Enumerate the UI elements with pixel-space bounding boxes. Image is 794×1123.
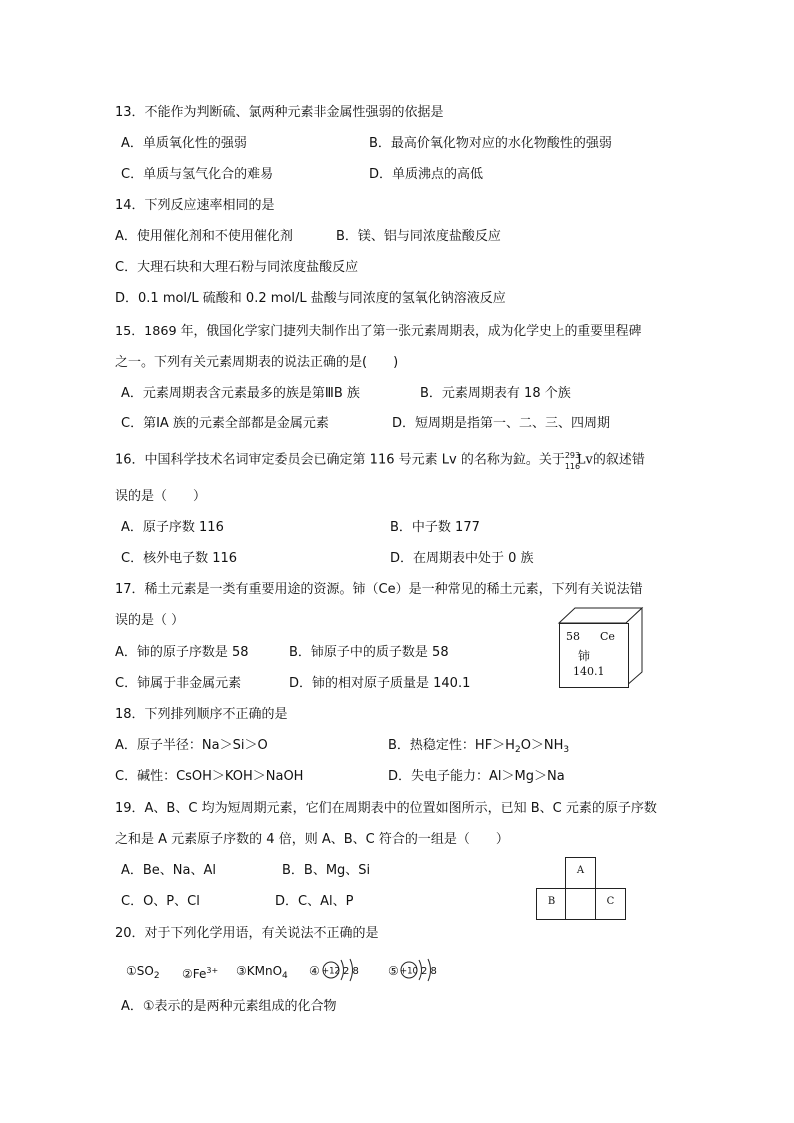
tile-atomic-number: 58 — [566, 630, 580, 643]
q13-option-b: B．最高价氧化物对应的水化物酸性的强弱 — [369, 136, 612, 151]
q16-stem-line2: 误的是（ ） — [115, 489, 207, 504]
q18-stem: 18．下列排列顺序不正确的是 — [115, 707, 288, 722]
tile-atomic-mass: 140.1 — [573, 665, 605, 678]
q15-option-d: D．短周期是指第一、二、三、四周期 — [392, 416, 611, 431]
tile-element-name: 铈 — [578, 649, 591, 663]
q18-b-text2: O＞NH — [520, 738, 564, 753]
q16-isotope-notation — [564, 451, 581, 471]
tile-symbol: Ce — [600, 630, 615, 643]
grid-label-b: B — [547, 896, 556, 907]
isotope-mass-number: 293 — [564, 451, 581, 460]
q14-option-c: C．大理石块和大理石粉与同浓度盐酸反应 — [115, 260, 359, 275]
q16-stem-line1 — [115, 452, 645, 469]
item1-formula: ①SO — [126, 964, 154, 978]
q16-stem-tail: 的叙述错 — [592, 452, 645, 468]
q14-option-d: D．0.1 mol/L 硫酸和 0.2 mol/L 盐酸与同浓度的氢氧化钠溶液反应 — [115, 291, 506, 306]
q18-option-b — [388, 738, 569, 758]
q14-option-a: A．使用催化剂和不使用催化剂 — [115, 229, 293, 244]
q15-option-b: B．元素周期表有 18 个族 — [420, 386, 571, 401]
q20-item-5-label: ⑤ — [388, 964, 399, 978]
q15-stem-line2: 之一。下列有关元素周期表的说法正确的是( ) — [115, 355, 399, 370]
q18-b-sub2: 3 — [563, 745, 570, 755]
q20-option-a: A．①表示的是两种元素组成的化合物 — [121, 999, 337, 1014]
q15-option-a: A．元素周期表含元素最多的族是第ⅢB 族 — [121, 386, 360, 401]
isotope-atomic-number: 116 — [564, 462, 581, 471]
grid-label-a: A — [576, 865, 585, 876]
shell-electrons: 2 8 — [343, 966, 359, 977]
q17-option-d: D．铈的相对原子质量是 140.1 — [289, 676, 471, 691]
q19-stem-line2: 之和是 A 元素原子序数的 4 倍，则 A、B、C 符合的一组是（ ） — [115, 832, 509, 847]
q17-option-a: A．铈的原子序数是 58 — [115, 645, 249, 660]
q18-b-text: B．热稳定性：HF＞H — [388, 738, 515, 753]
q14-stem: 14．下列反应速率相同的是 — [115, 198, 275, 213]
q17-stem-line1: 17．稀土元素是一类有重要用途的资源。铈（Ce）是一种常见的稀土元素，下列有关说法错 — [115, 582, 643, 597]
q20-item-2 — [182, 963, 218, 982]
q19-option-c: C．O、P、Cl — [121, 894, 200, 909]
q16-option-a: A．原子序数 116 — [121, 520, 224, 535]
q13-stem: 13．不能作为判断硫、氯两种元素非金属性强弱的依据是 — [115, 105, 444, 120]
atom-diagram-5 — [398, 955, 446, 985]
q18-b-sub: 2 — [514, 745, 521, 755]
item3-subscript: 4 — [282, 971, 288, 981]
q18-option-c: C．碱性：CsOH＞KOH＞NaOH — [115, 769, 304, 784]
q19-stem-line1: 19．A、B、C 均为短周期元素，它们在周期表中的位置如图所示，已知 B、C 元素的原子序数 — [115, 801, 657, 816]
q17-option-b: B．铈原子中的质子数是 58 — [289, 645, 449, 660]
item3-formula: ③KMnO — [236, 964, 283, 978]
nucleus-charge: +10 — [400, 966, 418, 977]
grid-cell-middle — [565, 888, 596, 920]
q19-option-a: A．Be、Na、Al — [121, 863, 217, 878]
q13-option-a: A．单质氧化性的强弱 — [121, 136, 247, 151]
q13-option-c: C．单质与氢气化合的难易 — [121, 167, 274, 182]
q16-option-c: C．核外电子数 116 — [121, 551, 238, 566]
grid-cell-b — [536, 888, 567, 920]
q15-option-c: C．第ⅠA 族的元素全部都是金属元素 — [121, 416, 329, 431]
q18-option-a: A．原子半径：Na＞Si＞O — [115, 738, 268, 753]
cerium-tile-front — [559, 623, 629, 688]
q17-option-c: C．铈属于非金属元素 — [115, 676, 242, 691]
q15-stem-line1: 15．1869 年，俄国化学家门捷列夫制作出了第一张元素周期表，成为化学史上的重要里程碑 — [115, 324, 642, 339]
q20-item-1 — [126, 963, 160, 984]
q13-option-d: D．单质沸点的高低 — [369, 167, 484, 182]
item1-subscript: 2 — [153, 971, 160, 981]
q19-option-d: D．C、Al、P — [275, 894, 354, 909]
grid-cell-a — [565, 857, 596, 889]
nucleus-charge: +12 — [322, 966, 340, 977]
grid-label-c: C — [606, 896, 615, 907]
atom-diagram-4 — [320, 955, 368, 985]
grid-cell-c — [595, 888, 626, 920]
q18-option-d: D．失电子能力：Al＞Mg＞Na — [388, 769, 565, 784]
q20-stem: 20．对于下列化学用语，有关说法不正确的是 — [115, 926, 379, 941]
q20-item-4-label: ④ — [309, 964, 320, 978]
q16-stem-text: 16．中国科学技术名词审定委员会已确定第 116 号元素 Lv 的名称为鉝。关于 — [115, 452, 565, 468]
q17-stem-line2: 误的是（ ） — [115, 613, 185, 628]
q16-option-d: D．在周期表中处于 0 族 — [390, 551, 534, 566]
q14-option-b: B．镁、铝与同浓度盐酸反应 — [336, 229, 501, 244]
item2-formula: ②Fe — [182, 967, 207, 981]
item2-superscript: 3+ — [206, 966, 219, 975]
q20-item-3 — [236, 963, 288, 984]
q19-option-b: B．B、Mg、Si — [282, 863, 371, 878]
shell-electrons: 2 8 — [421, 966, 437, 977]
q16-option-b: B．中子数 177 — [390, 520, 480, 535]
isotope-symbol: Lv — [576, 452, 593, 468]
